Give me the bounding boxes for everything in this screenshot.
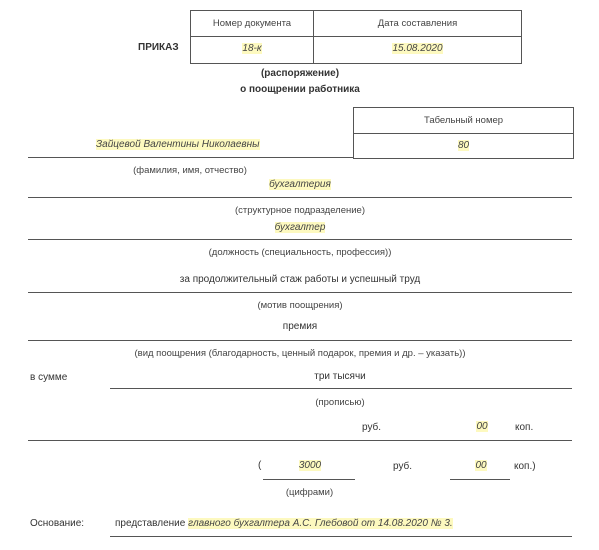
rub-line — [28, 440, 572, 441]
motive-line — [28, 292, 572, 293]
position-line — [28, 239, 572, 240]
motive-caption: (мотив поощрения) — [257, 300, 343, 311]
reward-type: премия — [282, 321, 318, 332]
department-value: бухгалтерия — [269, 179, 331, 190]
doc-number-header: Номер документа — [212, 18, 292, 29]
position-caption: (должность (специальность, профессия)) — [208, 247, 392, 258]
department-caption: (структурное подразделение) — [235, 205, 365, 216]
order-subtitle-1: (распоряжение) — [260, 68, 340, 79]
rub-label: руб. — [362, 422, 382, 433]
amount-in-words: три тысячи — [314, 371, 366, 382]
doc-number-value: 18-к — [242, 43, 262, 54]
doc-header-table — [190, 10, 522, 64]
amount-digits: 3000 — [298, 460, 322, 471]
date-value: 15.08.2020 — [392, 43, 443, 54]
in-sum-label: в сумме — [30, 372, 68, 383]
tab-number-table — [353, 107, 574, 159]
kop-label: коп. — [515, 422, 534, 433]
tab-number-header: Табельный номер — [423, 115, 504, 126]
digits-line — [263, 479, 355, 480]
order-title: ПРИКАЗ — [138, 42, 179, 53]
position-value: бухгалтер — [274, 222, 326, 233]
basis-label: Основание: — [30, 518, 85, 529]
department-line — [28, 197, 572, 198]
name-caption: (фамилия, имя, отчество) — [133, 165, 247, 176]
order-subtitle-2: о поощрении работника — [240, 84, 360, 95]
words-line — [110, 388, 572, 389]
digits-caption: (цифрами) — [285, 487, 334, 498]
basis-text-prefix: представление — [115, 518, 186, 529]
tab-number-value: 80 — [457, 140, 470, 151]
kop-label-2: коп.) — [514, 461, 536, 472]
basis-text-highlight: главного бухгалтера А.С. Глебовой от 14.08.2020 № 3. — [188, 518, 453, 529]
name-line — [28, 157, 353, 158]
in-words-caption: (прописью) — [315, 397, 365, 408]
type-line — [28, 340, 572, 341]
open-paren: ( — [258, 460, 262, 471]
employee-name: Зайцевой Валентины Николаевны — [96, 139, 260, 150]
rub-label-2: руб. — [393, 461, 413, 472]
kop-digits-value: 00 — [475, 460, 487, 471]
reward-motive: за продолжительный стаж работы и успешный труд — [179, 274, 421, 285]
date-header: Дата составления — [377, 18, 458, 29]
kop-digits-line — [450, 479, 510, 480]
type-caption: (вид поощрения (благодарность, ценный подарок, премия и др. – указать)) — [134, 348, 466, 359]
basis-line — [110, 536, 572, 537]
kop-words-value: 00 — [476, 421, 488, 432]
